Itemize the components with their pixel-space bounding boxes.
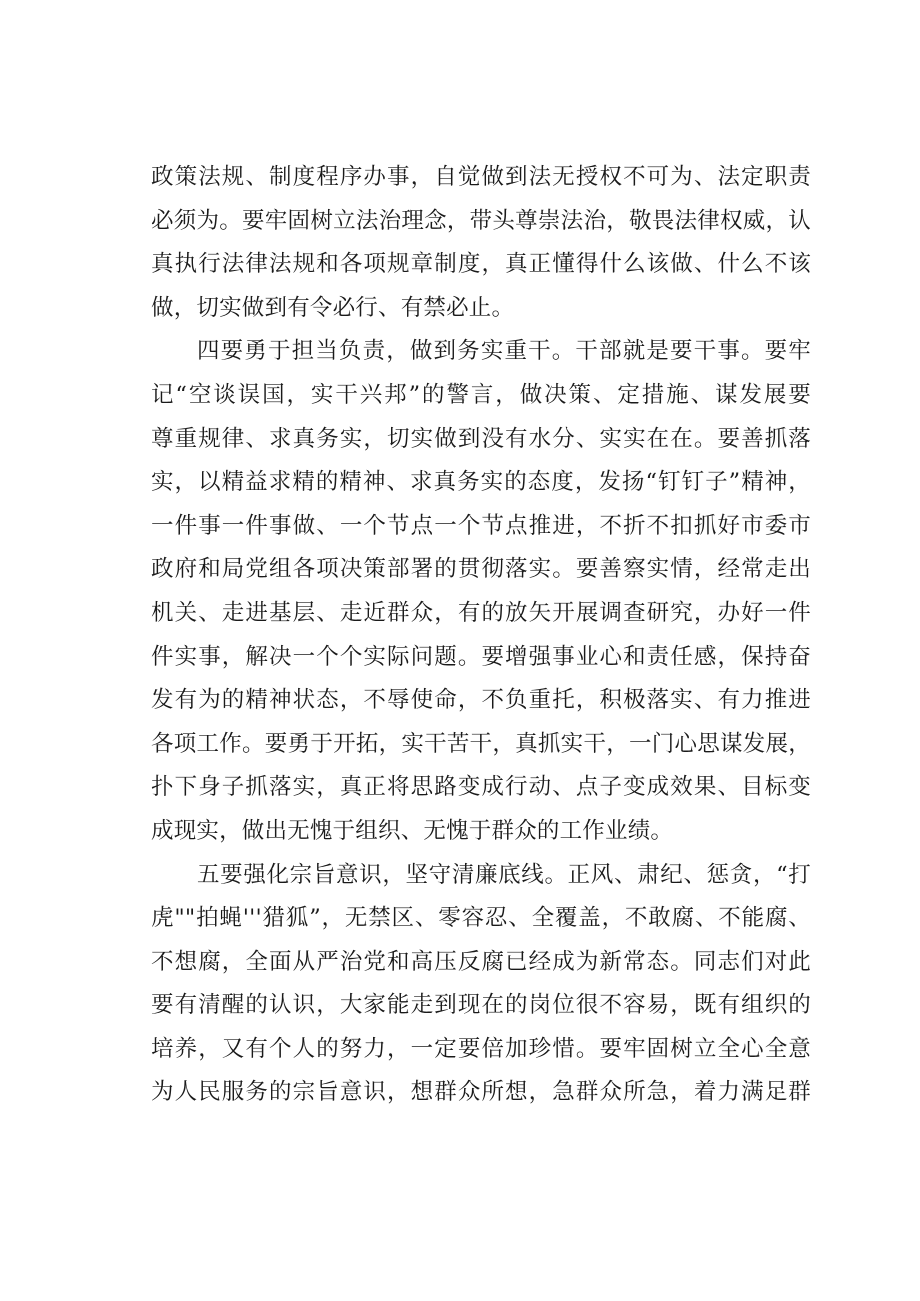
text-line: 做，切实做到有令必行、有禁必止。 <box>151 294 515 321</box>
text-line: 机关、走进基层、走近群众，有的放矢开展调查研究，办好一件 <box>151 599 811 626</box>
text-line: 五要强化宗旨意识，坚守清廉底线。正风、肃纪、惩贪，“打 <box>197 861 811 888</box>
text-line: 真执行法律法规和各项规章制度，真正懂得什么该做、什么不该 <box>151 251 811 278</box>
body-text <box>151 156 811 1115</box>
text-line: 件实事，解决一个个实际问题。要增强事业心和责任感，保持奋 <box>151 643 811 670</box>
text-line: 一件事一件事做、一个节点一个节点推进，不折不扣抓好市委市 <box>151 512 811 539</box>
text-line: 实，以精益求精的精神、求真务实的态度，发扬“钉钉子”精神， <box>151 469 811 496</box>
text-line: 成现实，做出无愧于组织、无愧于群众的工作业绩。 <box>151 817 674 844</box>
text-line: 政府和局党组各项决策部署的贯彻落实。要善察实情，经常走出 <box>151 556 811 583</box>
text-line: 虎""拍蝇'''猎狐”，无禁区、零容忍、全覆盖，不敢腐、不能腐、 <box>151 905 811 932</box>
text-line: 不想腐，全面从严治党和高压反腐已经成为新常态。同志们对此 <box>151 948 811 975</box>
text-line: 四要勇于担当负责，做到务实重干。干部就是要干事。要牢 <box>197 338 811 365</box>
text-line: 扑下身子抓落实，真正将思路变成行动、点子变成效果、目标变 <box>151 774 811 801</box>
paragraph-four <box>151 330 811 853</box>
text-line: 各项工作。要勇于开拓，实干苦干，真抓实干，一门心思谋发展， <box>151 730 811 757</box>
text-line: 发有为的精神状态，不辱使命，不负重托，积极落实、有力推进 <box>151 687 811 714</box>
text-line: 记“空谈误国，实干兴邦”的警言，做决策、定措施、谋发展要 <box>151 381 811 408</box>
paragraph-five <box>151 854 811 1116</box>
text-line: 政策法规、制度程序办事，自觉做到法无授权不可为、法定职责 <box>151 164 811 190</box>
text-line: 要有清醒的认识，大家能走到现在的岗位很不容易，既有组织的 <box>151 992 811 1019</box>
paragraph-continued <box>151 156 811 330</box>
text-line: 必须为。要牢固树立法治理念，带头尊崇法治，敬畏法律权威，认 <box>151 207 811 234</box>
text-line: 为人民服务的宗旨意识，想群众所想，急群众所急，着力满足群 <box>151 1079 811 1106</box>
text-line: 尊重规律、求真务实，切实做到没有水分、实实在在。要善抓落 <box>151 425 811 452</box>
text-line: 培养，又有个人的努力，一定要倍加珍惜。要牢固树立全心全意 <box>151 1035 811 1062</box>
